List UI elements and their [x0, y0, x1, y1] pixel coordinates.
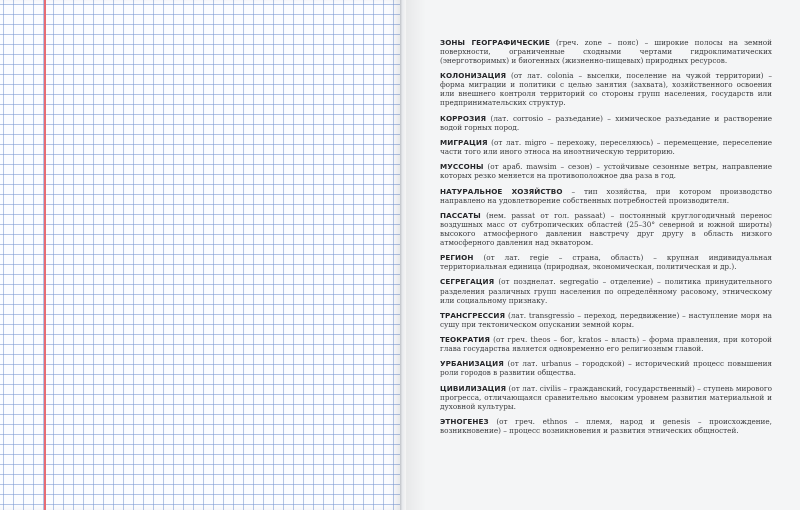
entry-definition: (от позднелат. segregatio – отделение) – политика принудительного разделения различных групп населения по определённому расовому, этническому или социальному признаку.	[440, 277, 772, 305]
glossary-list	[440, 38, 772, 441]
entry-term: РЕГИОН	[440, 253, 474, 263]
glossary-entry	[440, 311, 772, 329]
red-margin-line	[44, 0, 46, 510]
entry-definition: (от лат. migro – перехожу, переселяюсь) – перемещение, переселение части того или иного этноса на иноэтническую территорию.	[440, 137, 772, 157]
glossary-entry	[440, 277, 772, 304]
glossary-entry	[440, 335, 772, 353]
entry-term: ЦИВИЛИЗАЦИЯ	[440, 383, 507, 393]
glossary-entry	[440, 71, 772, 107]
entry-term: МИГРАЦИЯ	[440, 137, 488, 147]
glossary-entry	[440, 384, 772, 411]
entry-definition: (от греч. theos – бог, kratos – власть) – форма правления, при которой глава государства является одновременно его религиозным главой.	[440, 335, 772, 354]
glossary-entry	[440, 417, 772, 435]
glossary-entry	[440, 187, 772, 205]
entry-term: ЗОНЫ ГЕОГРАФИЧЕСКИЕ	[440, 38, 550, 47]
entry-term: НАТУРАЛЬНОЕ ХОЗЯЙСТВО	[440, 186, 563, 196]
entry-definition: (от араб. mawsim – сезон) – устойчивые сезонные ветры, направление которых резко меняется на противоположное два раза в год.	[440, 162, 772, 181]
glossary-entry	[440, 114, 772, 132]
entry-term: УРБАНИЗАЦИЯ	[440, 359, 504, 369]
entry-definition: (от лат. urbanus – городской) – исторический процесс повышения роли городов в развитии общества.	[440, 359, 772, 378]
entry-term: ТРАНСГРЕССИЯ	[440, 310, 506, 320]
entry-definition: – тип хозяйства, при котором производство направлено на удовлетворение собственных потребностей производителя.	[440, 186, 773, 205]
glossary-entry	[440, 211, 772, 247]
glossary-entry	[440, 162, 772, 180]
glossary-page	[406, 0, 800, 510]
glossary-entry	[440, 359, 772, 377]
entry-definition: (от лат. regie – страна, область) – крупная индивидуальная территориальная единица (природная, экономическая, политическая и др.).	[440, 253, 772, 272]
entry-term: МУССОНЫ	[440, 162, 484, 172]
entry-definition: (лат. corrosio – разъедание) – химическое разъедание и растворение водой горных пород.	[440, 113, 772, 132]
entry-term: КОРРОЗИЯ	[440, 113, 487, 123]
entry-term: ЭТНОГЕНЕЗ	[440, 416, 489, 426]
entry-definition: (от лат. civilis – гражданский, государственный) – ступень мирового прогресса, отличающаяся сравнительно высоким уровнем развития материальной и духовной культуры.	[440, 383, 772, 411]
entry-definition: (от лат. colonia – выселки, поселение на чужой территории) – форма миграции и политики с целью занятия (захвата), хозяйственного освоения или внешнего контроля территорий со стороны групп населения, государств или предпринимательских структур.	[440, 71, 772, 108]
entry-term: ПАССАТЫ	[440, 210, 481, 220]
entry-term: ТЕОКРАТИЯ	[440, 335, 490, 345]
entry-term: КОЛОНИЗАЦИЯ	[440, 71, 507, 81]
entry-definition: (греч. zone – пояс) – широкие полосы на земной поверхности, ограниченные сходными чертами гидроклиматических (энерготворимых) и биогенных (жизненно-пищевых) природных ресурсов.	[440, 38, 773, 66]
entry-definition: (нем. passat от гол. passaat) – постоянный круглогодичный перенос воздушных масс от субтропических областей (25–30° северной и южной широты) высокого атмосферного давления навстречу друг другу в область низкого атмосферного давления над экватором.	[440, 210, 772, 247]
glossary-entry	[440, 138, 772, 156]
glossary-entry	[440, 38, 772, 65]
glossary-entry	[440, 253, 772, 271]
entry-definition: (от греч. ethnos – племя, народ и genesis – происхождение, возникновение) – процесс возникновения и развития этнических общностей.	[440, 416, 772, 436]
entry-term: СЕГРЕГАЦИЯ	[440, 277, 495, 287]
entry-definition: (лат. transgressio – переход, передвижение) – наступление моря на сушу при тектоническом опускании земной коры.	[440, 310, 772, 329]
